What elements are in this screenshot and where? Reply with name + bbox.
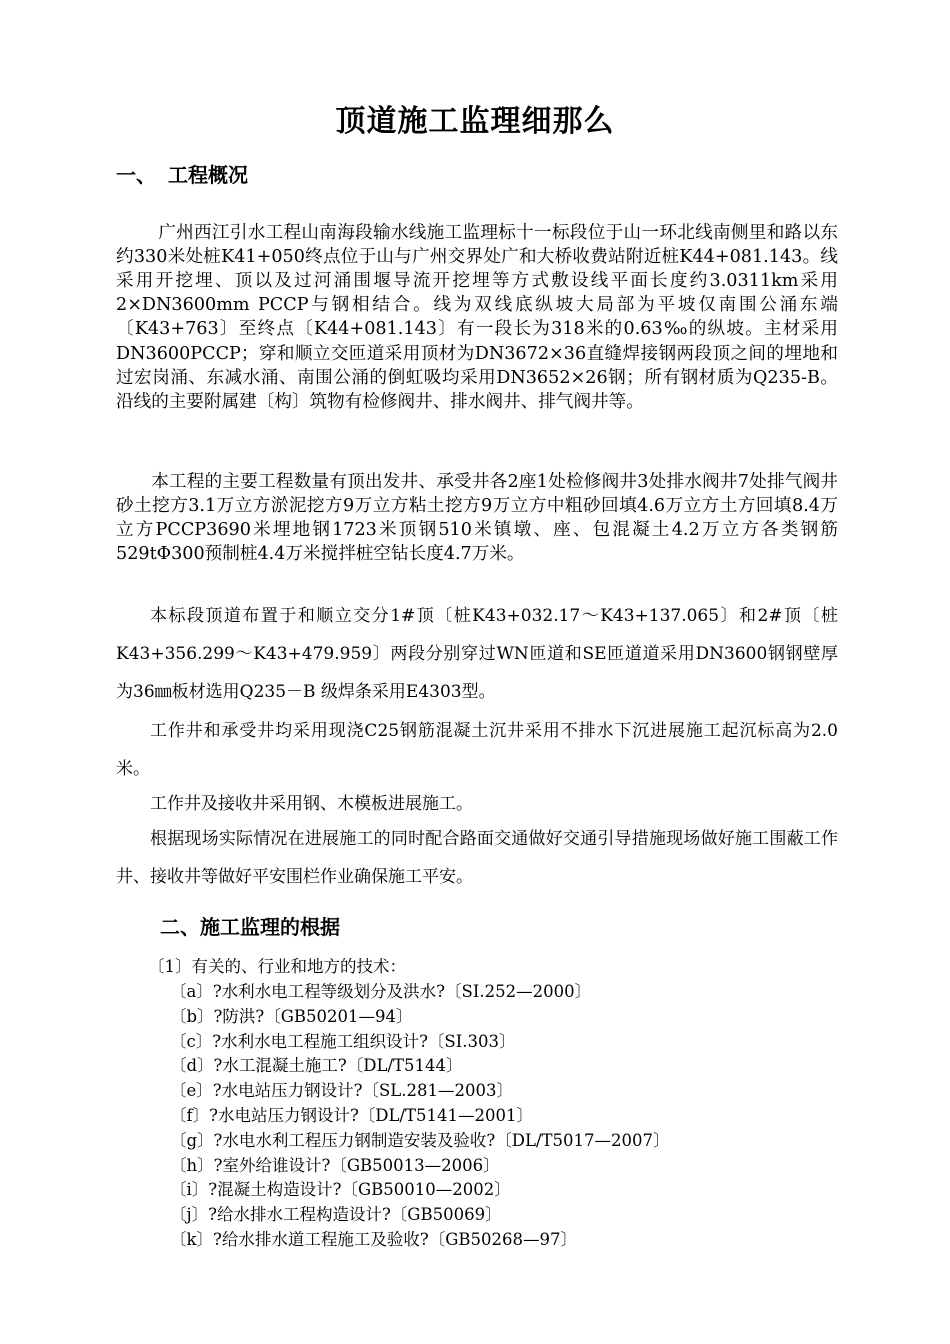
reference-item: 〔k〕?给水排水道工程施工及验收?〔GB50268—97〕 [170, 1229, 577, 1249]
reference-item: 〔f〕?水电站压力钢设计?〔DL/T5141—2001〕 [170, 1105, 534, 1125]
reference-item: 〔e〕?水电站压力钢设计?〔SL.281—2003〕 [170, 1081, 513, 1101]
section-heading-overview [116, 160, 248, 190]
section-number: 一、 [116, 163, 156, 187]
reference-item: 〔c〕?水利水电工程施工组织设计?〔SI.303〕 [170, 1031, 516, 1051]
formwork-paragraph: 工作井及接收井采用钢、木模板进展施工。 [150, 794, 473, 814]
overview-paragraph: 广州西江引水工程山南海段输水线施工监理标十一标段位于山一环北线南侧里和路以东约330米处桩K41+050终点位于山与广州交界处广和大桥收费站附近桩K44+081.143。线采用开挖埋、顶以及过河涌围堰导流开挖埋等方式敷设线平面长度约3.0311km采用2×DN3600mm PCCP与钢相结合。线为双线底纵坡大局部为平坡仅南围公涌东端〔K43+763〕至终点〔K44+081.143〕有一段长为318米的0.63‰的纵坡。主材采用DN3600PCCP；穿和顺立交匝道采用顶材为DN3672×36直缝焊接钢两段顶之间的埋地和过宏岗涌、东减水涌、南围公涌的倒虹吸均采用DN3652×26钢；所有钢材质为Q235-B。沿线的主要附属建〔构〕筑物有检修阀井、排水阀井、排气阀井等。 [116, 222, 838, 413]
reference-item: 〔g〕?水电水利工程压力钢制造安装及验收?〔DL/T5017—2007〕 [170, 1130, 670, 1150]
reference-item: 〔j〕?给水排水工程构造设计?〔GB50069〕 [170, 1205, 502, 1225]
reference-item: 〔i〕?混凝土构造设计?〔GB50010—2002〕 [170, 1180, 511, 1200]
reference-item: 〔b〕?防洪?〔GB50201—94〕 [170, 1006, 413, 1026]
reference-item: 〔h〕?室外给谁设计?〔GB50013—2006〕 [170, 1155, 500, 1175]
section-title: 工程概况 [168, 163, 248, 187]
jacking-layout-paragraph: 本标段顶道布置于和顺立交分1#顶〔桩K43+032.17～K43+137.065〕和2#顶〔桩K43+356.299～K43+479.959〕两段分别穿过WN匝道和SE匝道道采用DN3600钢钢壁厚为36㎜板材选用Q235－B 级焊条采用E4303型。 [116, 606, 838, 702]
document-title: 顶道施工监理细那么 [335, 104, 615, 139]
traffic-paragraph: 根据现场实际情况在进展施工的同时配合路面交通做好交通引导措施现场做好施工围蔽工作井、接收井等做好平安围栏作业确保施工平安。 [116, 829, 838, 887]
reference-list [170, 980, 670, 1253]
quantities-paragraph: 本工程的主要工程数量有顶出发井、承受井各2座1处检修阀井3处排水阀井7处排气阀井砂土挖方3.1万立方淤泥挖方9万立方粘土挖方9万立方中粗砂回填4.6万立方土方回填8.4万立方PCCP3690米埋地钢1723米顶钢510米镇墩、座、包混凝土4.2万立方各类钢筋529tΦ300预制桩4.4万米搅拌桩空钻长度4.7万米。 [116, 471, 838, 565]
reference-item: 〔a〕?水利水电工程等级划分及洪水?〔SI.252—2000〕 [170, 982, 592, 1001]
reference-intro: 〔1〕有关的、行业和地方的技术： [148, 957, 406, 976]
section-heading-basis: 二、施工监理的根据 [160, 915, 340, 939]
shaft-paragraph: 工作井和承受井均采用现浇C25钢筋混凝土沉井采用不排水下沉进展施工起沉标高为2.0米。 [116, 721, 838, 779]
reference-item: 〔d〕?水工混凝土施工?〔DL/T5144〕 [170, 1056, 463, 1076]
